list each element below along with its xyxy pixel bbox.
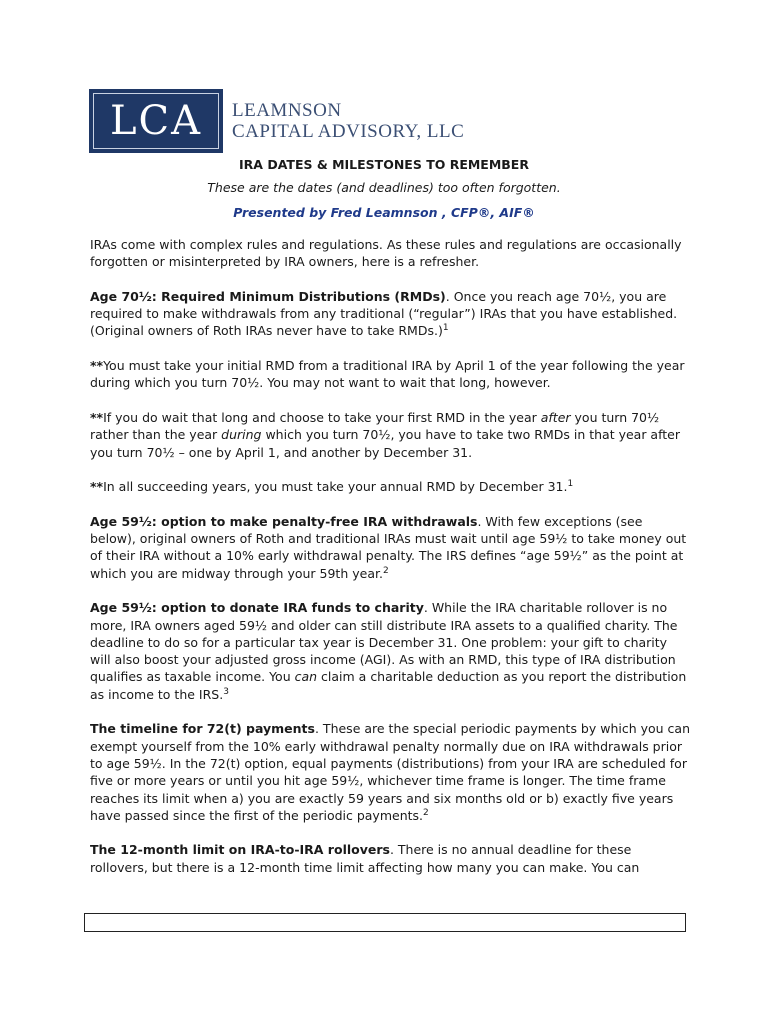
charity-text-a: . While the IRA charitable rollover is no more, IRA owners aged 59½ and older can still distribute IRA assets to a qualified charity. The deadline to do so for a particular tax year is December 31. One problem: your gift to charity will also boost your adjusted gross income (AGI). As with an RMD, this type of IRA distribution qualifies as taxable income. You: [90, 600, 678, 685]
charity-emphasis-can: can: [294, 669, 318, 685]
charity-text-b: claim a charitable deduction as you report the distribution as income to the IRS.: [90, 669, 687, 702]
bullet-2-emphasis-after: after: [540, 409, 571, 425]
logo-name-line2: CAPITAL ADVISORY, LLC: [232, 121, 465, 142]
logo-company-name: [232, 100, 464, 142]
charity-paragraph: [90, 599, 690, 703]
rollover-heading: The 12-month limit on IRA-to-IRA rollovers: [90, 842, 390, 858]
charity-footnote-ref: 3: [223, 686, 229, 697]
logo-initials: LCA: [93, 93, 219, 149]
t72-text: . These are the special periodic payments by which you can exempt yourself from the 10% early withdrawal penalty normally due on IRA withdrawals prior to age 59½. In the 72(t) option, equal payments (distributions) from your IRA are scheduled for five or more years or until you hit age 59½, whichever time frame is longer. The time frame reaches its limit when a) you are exactly 59 years and six months old or b) exactly five years have passed since the first of the periodic payments.: [90, 721, 691, 823]
bullet-1-text: You must take your initial RMD from a traditional IRA by April 1 of the year following the year during which you turn 70½. You may not want to wait that long, however.: [90, 358, 685, 391]
rmd-bullet-3: [90, 478, 690, 495]
document-title: IRA DATES & MILESTONES TO REMEMBER: [239, 157, 529, 172]
bullet-3-text: In all succeeding years, you must take your annual RMD by December 31.: [103, 479, 568, 495]
rollover-text: . There is no annual deadline for these rollovers, but there is a 12-month time limit affecting how many you can make. You can: [90, 842, 640, 875]
document-body: [90, 236, 690, 893]
rmd-bullet-1: [90, 357, 690, 392]
bullet-2-text-a: If you do wait that long and choose to take your first RMD in the year: [103, 409, 541, 425]
bullet-marker: **: [90, 479, 104, 495]
company-logo: [90, 90, 464, 152]
t72-paragraph: [90, 720, 690, 824]
logo-mark: [90, 90, 222, 152]
bullet-marker: **: [90, 358, 104, 374]
withdrawals-footnote-ref: 2: [382, 565, 389, 576]
t72-footnote-ref: 2: [423, 807, 429, 818]
withdrawals-heading: Age 59½: option to make penalty-free IRA withdrawals: [90, 513, 478, 529]
bullet-2-text-b: you turn 70½ rather than the year: [90, 409, 660, 443]
bullet-2-emphasis-during: during: [221, 427, 262, 443]
rmd-bullet-2: [90, 409, 690, 461]
bullet-marker: **: [90, 409, 104, 425]
t72-heading: The timeline for 72(t) payments: [90, 721, 315, 737]
intro-paragraph: IRAs come with complex rules and regulations. As these rules and regulations are occasionally forgotten or misinterpreted by IRA owners, here is a refresher.: [90, 237, 682, 270]
presenter-line: Presented by Fred Leamnson , CFP®, AIF®: [233, 205, 535, 220]
withdrawals-paragraph: [90, 513, 690, 582]
charity-heading: Age 59½: option to donate IRA funds to charity: [90, 600, 424, 616]
footer-box: [84, 913, 686, 932]
rmd-heading: Age 70½: Required Minimum Distributions (RMDs): [90, 288, 446, 304]
bullet-3-footnote-ref: 1: [567, 479, 574, 489]
logo-name-line1: LEAMNSON: [232, 100, 342, 121]
rmd-paragraph: [90, 288, 690, 340]
rollover-paragraph: [90, 841, 690, 876]
rmd-footnote-ref: 1: [442, 323, 449, 334]
bullet-2-text-c: which you turn 70½, you have to take two RMDs in that year after you turn 70½ – one by April 1, and another by December 31.: [90, 427, 681, 460]
withdrawals-text: . With few exceptions (see below), original owners of Roth and traditional IRAs must wait until age 59½ to take money out of their IRA without a 10% early withdrawal penalty. The IRS defines “age 59½” as the point at which you are midway through your 59th year.: [90, 513, 687, 581]
document-subtitle: These are the dates (and deadlines) too often forgotten.: [207, 180, 561, 195]
rmd-text: . Once you reach age 70½, you are required to make withdrawals from any traditional (“regular”) IRAs that you have established. (Original owners of Roth IRAs never have to take RMDs.): [90, 288, 678, 339]
